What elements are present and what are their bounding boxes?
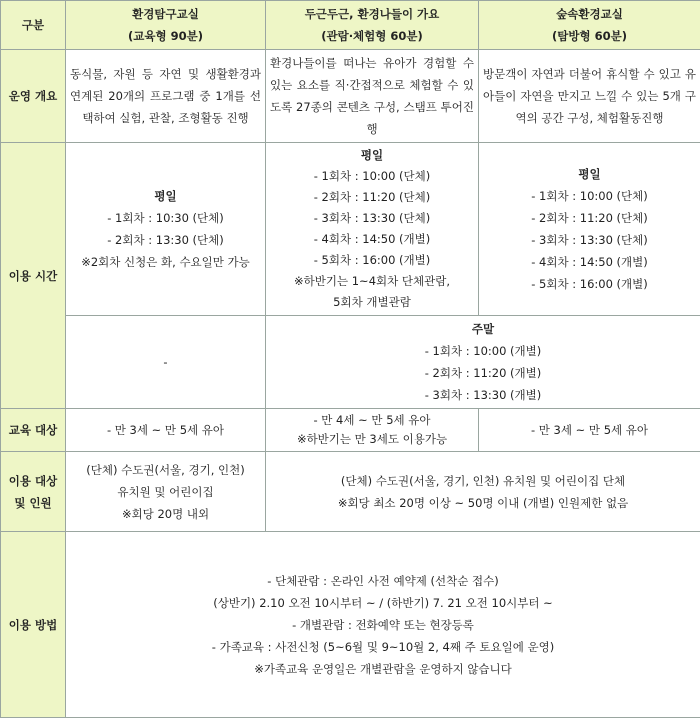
method-line: - 개별관람 : 전화예약 또는 현장등록 (70, 614, 696, 636)
col2-title: 두근두근, 환경나들이 가요 (270, 3, 474, 25)
schedule-col2-line: - 1회차 : 10:00 (단체) (270, 166, 474, 187)
weekend-schedule (266, 316, 700, 409)
col1-header (66, 1, 266, 50)
target-col2-note: ※하반기는 만 3세도 이용가능 (270, 430, 474, 449)
schedule-col3-heading: 평일 (483, 163, 696, 185)
schedule-col3-line: - 2회차 : 11:20 (단체) (483, 207, 696, 229)
overview-col1: 동식물, 자원 등 자연 및 생활환경과 연계된 20개의 프로그램 중 1개를 선택하여 실험, 관찰, 조형활동 진행 (66, 50, 266, 143)
capacity-label-line: 및 인원 (5, 492, 61, 514)
schedule-col2-line: - 5회차 : 16:00 (개별) (270, 250, 474, 271)
schedule-col1-heading: 평일 (70, 185, 261, 207)
capacity-col1-line: (단체) 수도권(서울, 경기, 인천) (70, 459, 261, 481)
method-line: - 단체관람 : 온라인 사전 예약제 (선착순 접수) (70, 570, 696, 592)
schedule-weekend-row (1, 316, 700, 409)
capacity-col1 (66, 452, 266, 532)
capacity-col1-line: 유치원 및 어린이집 (70, 481, 261, 503)
category-header: 구분 (1, 1, 66, 50)
target-col3: - 만 3세 ~ 만 5세 유아 (479, 409, 700, 452)
capacity-label-line: 이용 대상 (5, 470, 61, 492)
header-row (1, 1, 700, 50)
col3-header (479, 1, 700, 50)
col3-title: 숲속환경교실 (483, 3, 696, 25)
weekend-heading: 주말 (270, 318, 696, 340)
col2-subtitle: (관람·체험형 60분) (270, 25, 474, 47)
schedule-col3-line: - 4회차 : 14:50 (개별) (483, 251, 696, 273)
schedule-col2-line: - 4회차 : 14:50 (개별) (270, 229, 474, 250)
method-row (1, 532, 700, 718)
capacity-col1-note: ※회당 20명 내외 (70, 503, 261, 525)
col2-header (266, 1, 479, 50)
target-col2-line: - 만 4세 ~ 만 5세 유아 (270, 411, 474, 430)
schedule-col1 (66, 143, 266, 316)
target-col2 (266, 409, 479, 452)
target-col1: - 만 3세 ~ 만 5세 유아 (66, 409, 266, 452)
col1-title: 환경탐구교실 (70, 3, 261, 25)
capacity-row (1, 452, 700, 532)
schedule-label: 이용 시간 (1, 143, 66, 409)
weekend-line: - 1회차 : 10:00 (개별) (270, 340, 696, 362)
schedule-col1-line: - 1회차 : 10:30 (단체) (70, 207, 261, 229)
schedule-col3 (479, 143, 700, 316)
weekend-line: - 3회차 : 13:30 (개별) (270, 384, 696, 406)
method-label: 이용 방법 (1, 532, 66, 718)
capacity-col23 (266, 452, 700, 532)
target-label: 교육 대상 (1, 409, 66, 452)
method-line: (상반기) 2.10 오전 10시부터 ~ / (하반기) 7. 21 오전 10시부터 ~ (70, 592, 696, 614)
weekend-line: - 2회차 : 11:20 (개별) (270, 362, 696, 384)
capacity-label (1, 452, 66, 532)
capacity-col23-line: (단체) 수도권(서울, 경기, 인천) 유치원 및 어린이집 단체 (270, 470, 696, 492)
method-line: - 가족교육 : 사전신청 (5~6월 및 9~10월 2, 4째 주 토요일에 운영) (70, 636, 696, 658)
schedule-col3-line: - 3회차 : 13:30 (단체) (483, 229, 696, 251)
target-row (1, 409, 700, 452)
schedule-weekday-row (1, 143, 700, 316)
schedule-col2-heading: 평일 (270, 145, 474, 166)
capacity-col23-note: ※회당 최소 20명 이상 ~ 50명 이내 (개별) 인원제한 없음 (270, 492, 696, 514)
schedule-col1-note: ※2회차 신청은 화, 수요일만 가능 (70, 251, 261, 273)
schedule-col2-line: - 3회차 : 13:30 (단체) (270, 208, 474, 229)
schedule-col2-line: - 2회차 : 11:20 (단체) (270, 187, 474, 208)
schedule-col2 (266, 143, 479, 316)
overview-row (1, 50, 700, 143)
schedule-col2-note: ※하반기는 1~4회차 단체관람, (270, 271, 474, 292)
overview-col2: 환경나들이를 떠나는 유아가 경험할 수 있는 요소를 직·간접적으로 체험할 수 있도록 27종의 콘텐츠 구성, 스탬프 투어진행 (266, 50, 479, 143)
col1-subtitle: (교육형 90분) (70, 25, 261, 47)
col3-subtitle: (탐방형 60분) (483, 25, 696, 47)
overview-label: 운영 개요 (1, 50, 66, 143)
schedule-col3-line: - 5회차 : 16:00 (개별) (483, 273, 696, 295)
schedule-col2-note: 5회차 개별관람 (270, 292, 474, 313)
overview-col3: 방문객이 자연과 더불어 휴식할 수 있고 유아들이 자연을 만지고 느낄 수 있는 5개 구역의 공간 구성, 체험활동진행 (479, 50, 700, 143)
schedule-col3-line: - 1회차 : 10:00 (단체) (483, 185, 696, 207)
schedule-col1-line: - 2회차 : 13:30 (단체) (70, 229, 261, 251)
method-note: ※가족교육 운영일은 개별관람을 운영하지 않습니다 (70, 658, 696, 680)
method-content (66, 532, 700, 718)
weekend-col1: - (66, 316, 266, 409)
